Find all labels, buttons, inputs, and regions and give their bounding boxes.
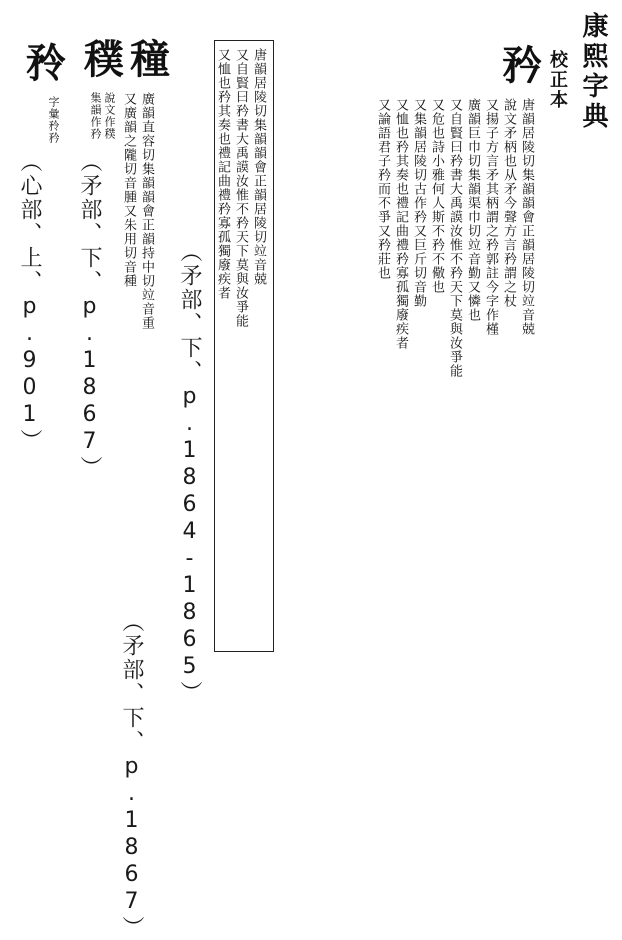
head-character: 矝 (26, 40, 66, 87)
entry-column: 又恤也矜其奏也禮記曲禮矜寡孤獨廢疾者 (393, 98, 408, 350)
entry-column: 又集韻居陵切古作矜又巨斤切音勤 (411, 98, 426, 308)
entry-column: 又論語君子矜而不爭又矜莊也 (375, 98, 390, 280)
entry-column: 又揚子方言矛其柄謂之矜郭註今字作槿 (483, 98, 498, 336)
entry-column: 說文矛柄也从矛今聲方言矜謂之杖 (501, 98, 516, 308)
entry-head-zhong (130, 36, 170, 83)
entry-column: 又廣韻之隴切音腫又朱用切音種 (121, 92, 136, 288)
handwritten-page-note: （矛部、下、p.1864-1865） (177, 240, 202, 705)
entry-head-jin (502, 42, 542, 89)
entry-column: 說文作穙 (103, 92, 116, 140)
entry-column: 唐韻居陵切集韻韻會正韻居陵切竝音兢 (519, 98, 534, 336)
head-character: 穜 (130, 36, 170, 83)
entry-column: 又自賢曰矜書大禹謨汝惟不矜天下莫與汝爭能 (447, 98, 462, 378)
handwritten-page-note: （矛部、下、p.1867） (77, 150, 102, 480)
entry-column: 又自賢曰矜書大禹謨汝惟不矜天下莫與汝爭能 (233, 48, 248, 328)
entry-column: 又危也詩小雅何人斯不矜不儆也 (429, 98, 444, 294)
entry-column: 唐韻居陵切集韻韻會正韻居陵切竝音兢 (251, 48, 266, 286)
head-character: 矜 (502, 42, 542, 89)
entry-head-jin-variant (26, 40, 66, 87)
edition-label: 校正本 (547, 50, 568, 110)
head-character: 穙 (84, 36, 124, 83)
entry-head-pu (84, 36, 124, 83)
entry-column: 廣韻直容切集韻韻會正韻持中切竝音重 (139, 92, 154, 330)
entry-column: 集韻作矜 (89, 92, 102, 140)
handwritten-page-note: （心部、上、p.901） (17, 150, 42, 453)
entry-column: 又恤也矜其奏也禮記曲禮矜寡孤獨廢疾者 (215, 48, 230, 300)
entry-column: 字彙矝矜 (47, 96, 60, 144)
handwritten-page-note: （矛部、下、p.1867） (119, 610, 144, 940)
entry-column: 廣韻巨巾切集韻渠巾切竝音勤又憐也 (465, 98, 480, 322)
dictionary-title: 康熙字典 (578, 12, 608, 132)
